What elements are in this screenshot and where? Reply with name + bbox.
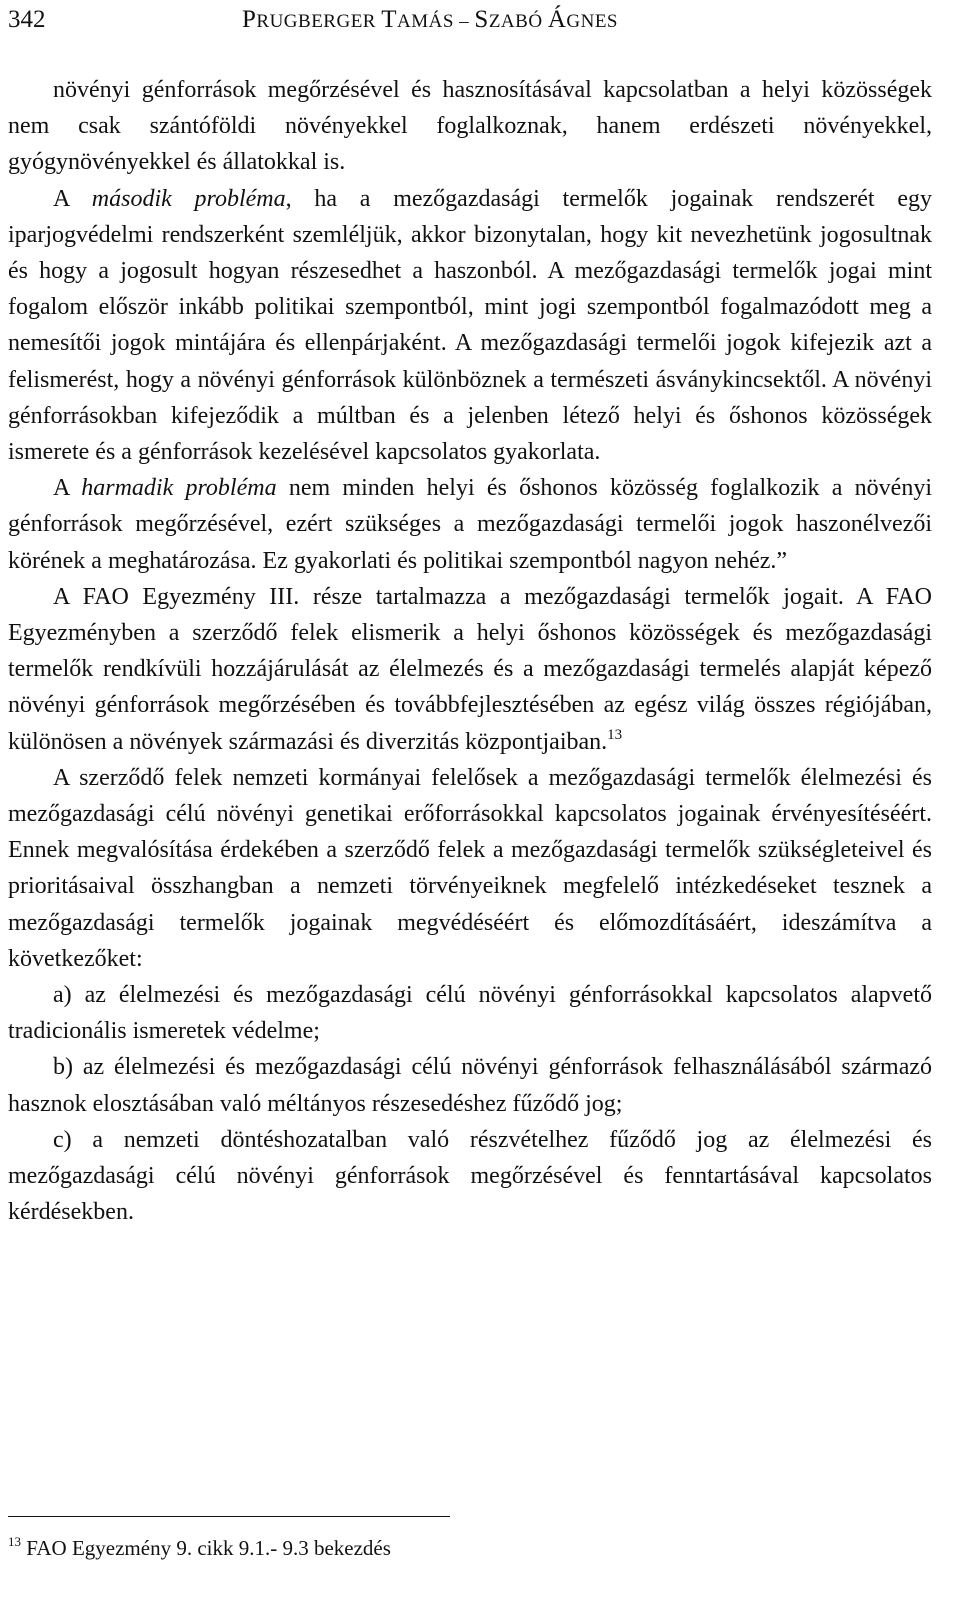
running-title-initial: Á [547, 6, 567, 33]
text-run: A [53, 185, 92, 212]
footnote-reference[interactable]: 13 [607, 726, 623, 743]
paragraph-5: A szerződő felek nemzeti kormányai felelősek a mezőgazdasági termelők élelmezési és mezőgazdasági célú növényi genetikai erőforrásokkal kapcsolatos jogainak érvényesítéséért. Ennek megvalósítása érdekében a szerződő felek a mezőgazdasági termelők szükségleteivel és prioritásaival összhangban a nemzeti törvényeiknek megfelelő intézkedéseket tesznek a mezőgazdasági termelők jogainak megvédéséért és előmozdításáért, ideszámítva a következőket: [8, 764, 932, 972]
paragraph-1: növényi génforrások megőrzésével és hasznosításával kapcsolatban a helyi közösségek nem csak szántóföldi növényekkel foglalkoznak, hanem erdészeti növényekkel, gyógynövényekkel és állatokkal is. [8, 77, 932, 176]
emphasis-third-problem: harmadik probléma [81, 475, 277, 502]
emphasis-second-problem: második probléma [91, 185, 286, 212]
text-run: A [53, 475, 82, 502]
text-run: A FAO Egyezmény III. része tartalmazza a mezőgazdasági termelők jogait. A FAO Egyezményben a szerződő felek elismerik a helyi őshonos közösségek és mezőgazdasági termelők rendkívüli hozzájárulását az élelmezés és a mezőgazdasági termelés alapját képező növényi génforrások megőrzésében és továbbfejlesztésében az egész világ összes régiójában, különösen a növények származási és diverzitás központjaiban. [8, 583, 932, 755]
running-title [242, 6, 618, 34]
running-title-initial: S [474, 6, 489, 33]
running-title-smallcaps: RUGBERGER [256, 11, 382, 32]
footnote [8, 1536, 391, 1561]
footnote-text: FAO Egyezmény 9. cikk 9.1.- 9.3 bekezdés [26, 1536, 391, 1560]
running-title-initial: P [242, 6, 257, 33]
page-number: 342 [8, 6, 46, 33]
paragraph-2 [8, 181, 932, 471]
paragraph-4 [8, 579, 932, 760]
paragraph-3 [8, 470, 932, 579]
list-item-c: c) a nemzeti döntéshozatalban való részvételhez fűződő jog az élelmezési és mezőgazdasági célú növényi génforrások megőrzésével és fenntartásával kapcsolatos kérdésekben. [8, 1126, 932, 1226]
running-title-initial: T [381, 6, 398, 33]
running-title-smallcaps: GNES [566, 11, 618, 32]
running-title-smallcaps: ZABÓ [488, 11, 548, 32]
body-text [8, 72, 932, 1231]
text-run: , ha a mezőgazdasági termelők jogainak rendszerét egy iparjogvédelmi rendszerként szemléljük, akkor bizonytalan, hogy kit nevezhetünk jogosultnak és hogy a jogosult hogyan részesedhet a haszonból. A mezőgazdasági termelők jogai mint fogalom először inkább politikai szempontból, mint jogi szempontból fogalmazódott meg a nemesítői jogok mintájára és ellenpárjaként. A mezőgazdasági termelői jogok kifejezik azt a felismerést, hogy a növényi génforrások különböznek a természeti ásványkincsektől. A növényi génforrásokban kifejeződik a múltban és a jelenben létező helyi és őshonos közösségek ismerete és a génforrások kezelésével kapcsolatos gyakorlata. [8, 185, 933, 466]
text-run: nem minden helyi és őshonos közösség foglalkozik a növényi génforrások megőrzésével, ezért szükséges a mezőgazdasági termelői jogok haszonélvezői körének a meghatározása. Ez gyakorlati és politikai szempontból nagyon nehéz.” [8, 475, 932, 574]
page-header [8, 6, 938, 40]
footnote-divider [8, 1516, 450, 1517]
running-title-smallcaps: AMÁS – [397, 11, 475, 32]
footnote-number: 13 [8, 1534, 21, 1549]
list-item-b: b) az élelmezési és mezőgazdasági célú növényi génforrások felhasználásából származó hasznok elosztásában való méltányos részesedéshez fűződő jog; [8, 1054, 932, 1117]
list-item-a: a) az élelmezési és mezőgazdasági célú növényi génforrásokkal kapcsolatos alapvető tradicionális ismeretek védelme; [8, 982, 932, 1045]
